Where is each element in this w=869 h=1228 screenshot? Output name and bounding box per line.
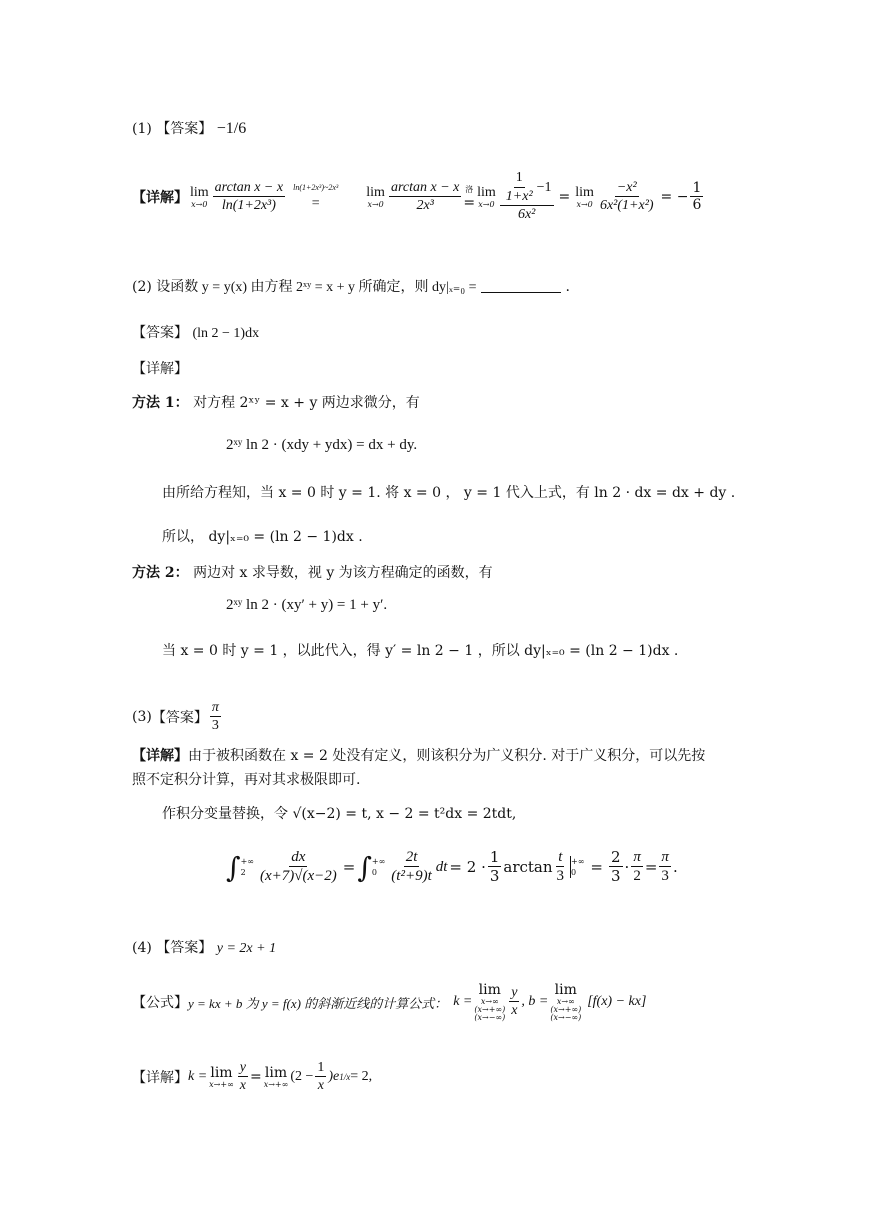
q2-question-text: 设函数 y = y(x) 由方程 2ˣʸ = x + y 所确定，则 dy|ₓ₌₀ = xyxy=(156,280,477,295)
q2-method2 xyxy=(132,562,493,582)
q2-method2-equation: 2ˣʸ ln 2 · (xy′ + y) = 1 + y′. xyxy=(226,597,388,613)
q3-answer-line xyxy=(132,700,223,735)
q1-frac-4: $\frac{\text{−x²}}{\text{6x²(1+x²)}}$ xyxy=(599,179,654,213)
q4-detail-label: 【详解】 xyxy=(132,1070,188,1086)
q4-answer-label: 【答案】 xyxy=(156,940,213,956)
q2-answer-blank xyxy=(481,278,561,293)
q1-lhopital: 洛 = xyxy=(463,184,476,211)
q3-detail-line1 xyxy=(132,745,705,765)
q3-detail-text1: 由于被积函数在 x = 2 处没有定义，则该积分为广义积分. 对于广义积分，可以先按 xyxy=(188,748,706,764)
q2-detail-label: 【详解】 xyxy=(132,361,188,377)
q1-lim-4: lim x→0 xyxy=(575,185,594,209)
q1-answer-line xyxy=(132,118,246,138)
q4-formula-label: 【公式】 xyxy=(132,995,188,1011)
q2-answer-label: 【答案】 xyxy=(132,325,188,341)
q1-detail-label: 【详解】 xyxy=(132,190,188,206)
q4-number: (4) xyxy=(132,940,152,956)
q1-answer-label: 【答案】 xyxy=(156,121,213,137)
q1-frac-2: $\frac{\text{arctan x − x}}{\text{2x³}}$ xyxy=(390,179,460,213)
q2-method1-equation: 2ˣʸ ln 2 · (xdy + ydx) = dx + dy. xyxy=(226,437,418,453)
q3-integrand-1: $\frac{dx}{(x+7)√(x-2)}$ xyxy=(259,848,337,884)
q1-number: (1) xyxy=(132,121,152,137)
q3-detail-label: 【详解】 xyxy=(132,748,188,764)
q1-lim-3: lim x→0 xyxy=(477,185,496,209)
q3-integrand-2: $\frac{2t}{\text{(t²+9)t}}$ xyxy=(391,848,432,884)
q3-answer-label: 【答案】 xyxy=(151,710,208,727)
q4-formula-text: y = kx + b 为 y = f(x) 的斜渐近线的计算公式： xyxy=(188,995,448,1011)
q2-question: (2) 设函数 y = y(x) 由方程 2ˣʸ = x + y 所确定，则 dy|ₓ₌₀ = . xyxy=(132,279,570,295)
q4-lim-k: lim x→∞ (x→+∞) (x→−∞) xyxy=(474,982,506,1022)
q3-number: (3) xyxy=(132,709,152,726)
q4-answer-value: y = 2x + 1 xyxy=(216,941,277,956)
q2-method1-line2: 由所给方程知，当 x = 0 时 y = 1. 将 x = 0 ， y = 1 代入上式，有 ln 2 · dx = dx + dy . xyxy=(162,485,736,501)
q1-frac-1: $\frac{\text{arctan x − x}}{\text{ln(1+2x³)}}$ xyxy=(214,179,284,213)
q1-result-frac: $\frac{1}{6}$ xyxy=(692,179,702,213)
q4-formula-line: 【公式】 y = kx + b 为 y = f(x) 的斜渐近线的计算公式： k = lim x→∞ (x→+∞) (x→−∞) $\frac{y}{x}$ , b = lim x→∞ (x→+∞) (x→−∞) [f(x) − kx] xyxy=(132,982,647,1022)
q2-method2-line2: 当 x = 0 时 y = 1 ，以此代入，得 y′ = ln 2 − 1 ，所以 dy|ₓ₌₀ = (ln 2 − 1)dx . xyxy=(162,643,679,659)
q2-method2-text: 两边对 x 求导数，视 y 为该方程确定的函数，有 xyxy=(193,565,493,581)
q2-method1-label: 方法 1： xyxy=(132,395,189,411)
q4-answer-line xyxy=(132,937,276,957)
q2-answer-line xyxy=(132,322,259,342)
q1-lim-1: lim x→0 xyxy=(190,185,209,209)
q2-method1-line3: 所以， dy|ₓ₌₀ = (ln 2 − 1)dx . xyxy=(162,529,363,545)
q4-lim-b: lim x→∞ (x→+∞) (x→−∞) xyxy=(550,982,582,1022)
q1-equivalence: ln(1+2x³)~2x³ = xyxy=(293,182,339,211)
integral-sign-1: ∫ xyxy=(226,850,241,884)
q2-method1-text: 对方程 2ˣʸ = x + y 两边求微分，有 xyxy=(193,395,420,411)
q3-answer-frac: $\frac{\pi}{3}$ xyxy=(211,700,219,734)
q3-detail-line2: 照不定积分计算，再对其求极限即可. xyxy=(132,772,361,788)
q1-answer-value: −1/6 xyxy=(216,120,247,137)
q2-method2-label: 方法 2： xyxy=(132,565,189,581)
q1-frac-3: $\frac{1}{\text{1+x²}}$ −1 6x² xyxy=(500,170,554,223)
q1-result: = − xyxy=(660,189,689,205)
q2-number: (2) xyxy=(132,279,152,295)
q2-method1 xyxy=(132,392,420,412)
q3-substitution: 作积分变量替换，令 √(x−2) = t, x − 2 = t²dx = 2tdt, xyxy=(162,806,517,822)
q1-lim-2: lim x→0 xyxy=(366,185,385,209)
q3-integral-line: ∫ +∞ 2 $\frac{dx}{(x+7)√(x-2)}$ = ∫ +∞ 0 $\frac{2t}{\text{(t²+9)t}}$ dt = 2 · $\frac{1}{3}$ arctan $\frac{t}{3}$ +∞ 0 = $\frac{2}{3}$ · $\frac{\pi}{2}$ = $\frac{\pi}{3}$ . xyxy=(226,847,678,885)
q4-detail-line: 【详解】 k = lim x→+∞ $\frac{y}{x}$ = lim x→+∞ (2 − $\frac{1}{x}$ )e 1/x = 2, xyxy=(132,1059,373,1093)
q1-detail-line: 【详解】 lim x→0 $\frac{\text{arctan x − x}}{\text{ln(1+2x³)}}$ ln(1+2x³)~2x³ = lim x→0 $\frac{\text{arctan x − x}}{\text{2x³}}$ 洛 = lim x→0 $\frac{1}{\text{1+x²}}$ −1 6x² = lim x→0 $\frac{\text{−x²}}{\text{6x²(1+x²)}}$ = − $\frac{1}{6}$ xyxy=(132,170,702,223)
integral-sign-2: ∫ xyxy=(357,850,372,884)
q2-answer-value: (ln 2 − 1)dx xyxy=(192,326,260,341)
